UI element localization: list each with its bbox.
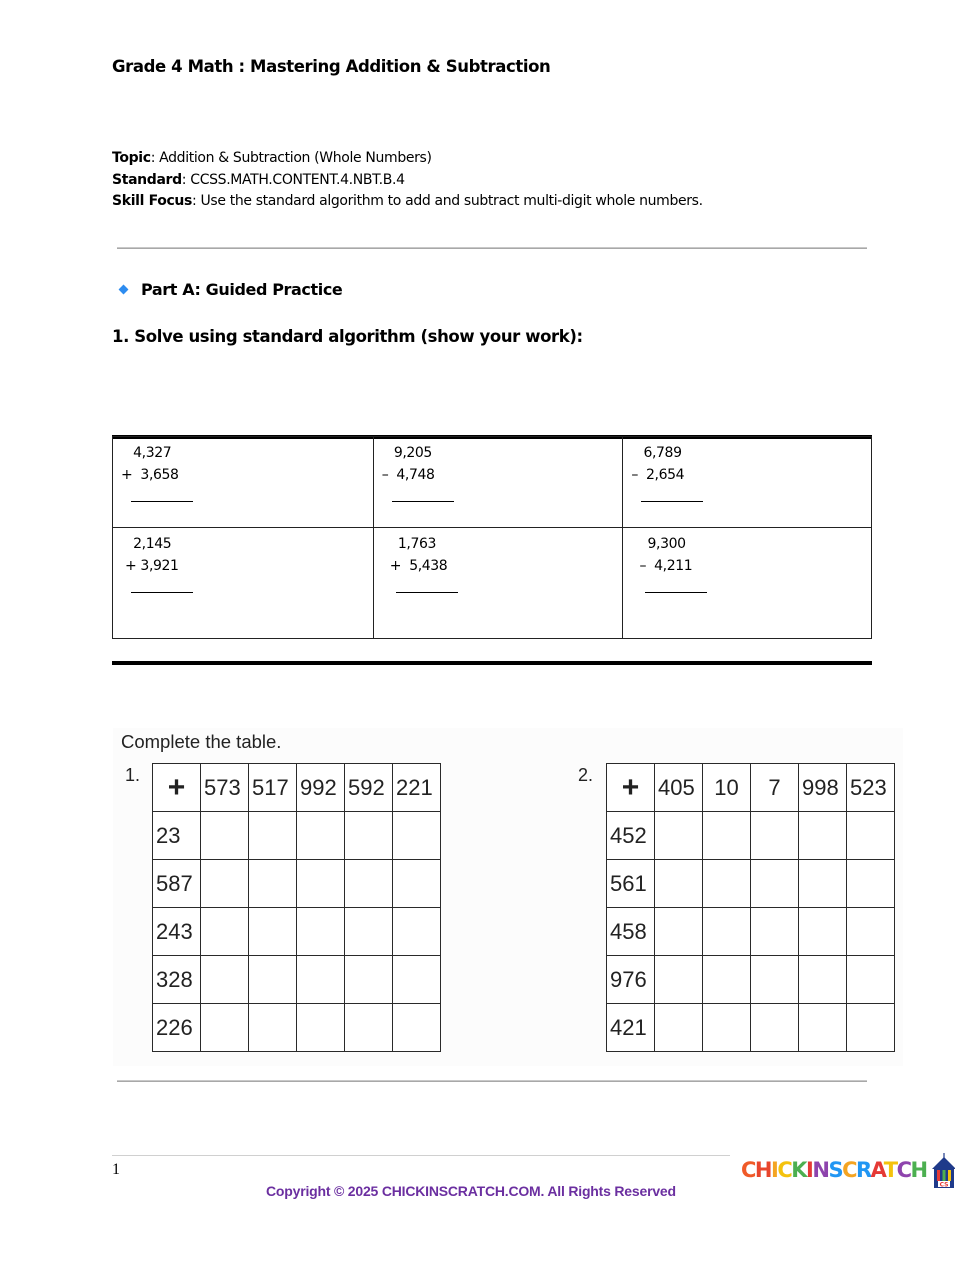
answer-cell[interactable] [345,812,393,860]
chickinscratch-logo [741,1153,955,1189]
answer-cell[interactable] [345,860,393,908]
answer-cell[interactable] [297,860,345,908]
divider [117,1080,867,1082]
row-header: 226 [153,1004,201,1052]
addition-table-1 [152,763,441,1052]
answer-cell[interactable] [655,956,703,1004]
logo-letter: S [828,1158,843,1182]
answer-cell[interactable] [393,860,441,908]
answer-cell[interactable] [249,1004,297,1052]
column-header: 517 [249,764,297,812]
answer-blank[interactable] [131,488,193,502]
logo-letter: R [855,1158,871,1182]
table-row [607,860,895,908]
answer-cell[interactable] [799,1004,847,1052]
svg-text:CS: CS [939,1181,949,1189]
row-header: 458 [607,908,655,956]
column-header: 7 [751,764,799,812]
answer-cell[interactable] [847,860,895,908]
skill-label: Skill Focus [112,193,193,209]
answer-cell[interactable] [393,908,441,956]
logo-letter: C [896,1158,911,1182]
section-heading [120,280,342,299]
table-row [153,812,441,860]
standard-value: : CCSS.MATH.CONTENT.4.NBT.B.4 [181,171,405,188]
section-title: Part A: Guided Practice [141,280,343,299]
table-header-row [153,764,441,812]
skill-line [112,191,703,213]
plus-operator: + [153,764,201,812]
answer-cell[interactable] [703,956,751,1004]
column-header: 523 [847,764,895,812]
table-row [153,860,441,908]
table-number: 2. [578,765,594,785]
table-row [153,908,441,956]
answer-cell[interactable] [297,956,345,1004]
subtrahend: – 4,211 [631,557,693,574]
row-header: 243 [153,908,201,956]
addend-bottom: + 3,921 [121,557,179,574]
row-header: 328 [153,956,201,1004]
answer-blank[interactable] [131,579,193,593]
table-row [113,437,872,528]
answer-cell[interactable] [655,908,703,956]
answer-cell[interactable] [249,956,297,1004]
answer-cell[interactable] [703,908,751,956]
table-row [153,956,441,1004]
answer-cell[interactable] [201,860,249,908]
addend-top: 1,763 [381,536,436,552]
page-title: Grade 4 Math : Mastering Addition & Subtraction [112,57,551,76]
logo-letter: H [910,1158,927,1182]
answer-cell[interactable] [751,860,799,908]
addend-top: 2,145 [121,536,172,552]
table-row [153,1004,441,1052]
answer-blank[interactable] [396,579,458,593]
answer-cell[interactable] [655,1004,703,1052]
column-header: 573 [201,764,249,812]
instruction-text: Complete the table. [121,731,282,752]
answer-blank[interactable] [392,488,454,502]
table-row [607,1004,895,1052]
answer-cell[interactable] [847,1004,895,1052]
section-rule [112,661,872,665]
schoolhouse-pencil-icon [931,1153,955,1189]
standard-line [112,170,703,192]
problem-cell[interactable] [623,528,872,639]
plus-operator: + [607,764,655,812]
row-header: 421 [607,1004,655,1052]
answer-cell[interactable] [345,1004,393,1052]
table-row [113,528,872,639]
row-header: 561 [607,860,655,908]
footer-rule [112,1155,730,1156]
answer-cell[interactable] [655,812,703,860]
column-header: 992 [297,764,345,812]
answer-cell[interactable] [799,812,847,860]
logo-letter: K [791,1158,807,1182]
topic-line [112,148,703,170]
problem-cell[interactable] [623,437,872,528]
topic-label: Topic [112,150,151,166]
answer-cell[interactable] [703,812,751,860]
answer-cell[interactable] [847,812,895,860]
page-number: 1 [112,1161,120,1178]
addend-bottom: + 5,438 [381,557,448,574]
logo-letter: T [883,1158,897,1182]
answer-cell[interactable] [393,1004,441,1052]
answer-cell[interactable] [345,908,393,956]
table-row [607,956,895,1004]
column-header: 221 [393,764,441,812]
answer-cell[interactable] [799,956,847,1004]
answer-cell[interactable] [201,956,249,1004]
column-header: 405 [655,764,703,812]
addition-table-2 [606,763,895,1052]
standard-label: Standard [112,171,182,188]
answer-cell[interactable] [751,908,799,956]
row-header: 976 [607,956,655,1004]
logo-letter: C [741,1158,755,1182]
column-header: 592 [345,764,393,812]
problems-table [112,436,872,639]
table-header-row [607,764,895,812]
divider [117,247,867,249]
topic-value: : Addition & Subtraction (Whole Numbers) [150,150,432,166]
answer-cell[interactable] [201,1004,249,1052]
question-prompt: 1. Solve using standard algorithm (show your work): [112,327,583,346]
table-row [607,908,895,956]
answer-cell[interactable] [703,860,751,908]
answer-cell[interactable] [751,812,799,860]
subtrahend: – 4,748 [381,466,435,483]
minuend: 9,205 [381,445,432,461]
answer-cell[interactable] [393,956,441,1004]
problem-cell[interactable] [113,528,374,639]
logo-letter: I [771,1158,778,1182]
answer-cell[interactable] [345,956,393,1004]
problem-cell[interactable] [373,437,623,528]
logo-letter: A [870,1158,884,1182]
diamond-bullet-icon [119,285,129,295]
logo-wordmark [741,1160,927,1182]
logo-letter: I [806,1158,813,1182]
answer-cell[interactable] [249,812,297,860]
answer-cell[interactable] [249,860,297,908]
logo-letter: C [842,1158,856,1182]
logo-letter: H [754,1158,771,1182]
logo-letter: N [812,1158,829,1182]
answer-cell[interactable] [201,812,249,860]
addend-top: 4,327 [121,445,172,461]
row-header: 452 [607,812,655,860]
logo-letter: C [777,1158,792,1182]
problem-cell[interactable] [113,437,374,528]
table-number: 1. [125,765,141,785]
answer-cell[interactable] [799,860,847,908]
minuend: 9,300 [631,536,686,552]
subtrahend: – 2,654 [631,466,685,483]
copyright-text: Copyright © 2025 CHICKINSCRATCH.COM. All Rights Reserved [266,1183,676,1199]
answer-cell[interactable] [847,956,895,1004]
answer-cell[interactable] [393,812,441,860]
answer-cell[interactable] [655,860,703,908]
answer-cell[interactable] [297,908,345,956]
answer-blank[interactable] [641,488,703,502]
row-header: 23 [153,812,201,860]
answer-cell[interactable] [297,1004,345,1052]
answer-cell[interactable] [249,908,297,956]
answer-cell[interactable] [751,956,799,1004]
answer-cell[interactable] [847,908,895,956]
row-header: 587 [153,860,201,908]
answer-cell[interactable] [799,908,847,956]
table-row [607,812,895,860]
column-header: 10 [703,764,751,812]
answer-blank[interactable] [645,579,707,593]
worksheet-meta [112,148,703,213]
minuend: 6,789 [631,445,682,461]
answer-cell[interactable] [201,908,249,956]
column-header: 998 [799,764,847,812]
answer-cell[interactable] [297,812,345,860]
answer-cell[interactable] [703,1004,751,1052]
answer-cell[interactable] [751,1004,799,1052]
problem-cell[interactable] [373,528,623,639]
addend-bottom: + 3,658 [121,466,179,483]
skill-value: : Use the standard algorithm to add and subtract multi-digit whole numbers. [192,193,703,209]
